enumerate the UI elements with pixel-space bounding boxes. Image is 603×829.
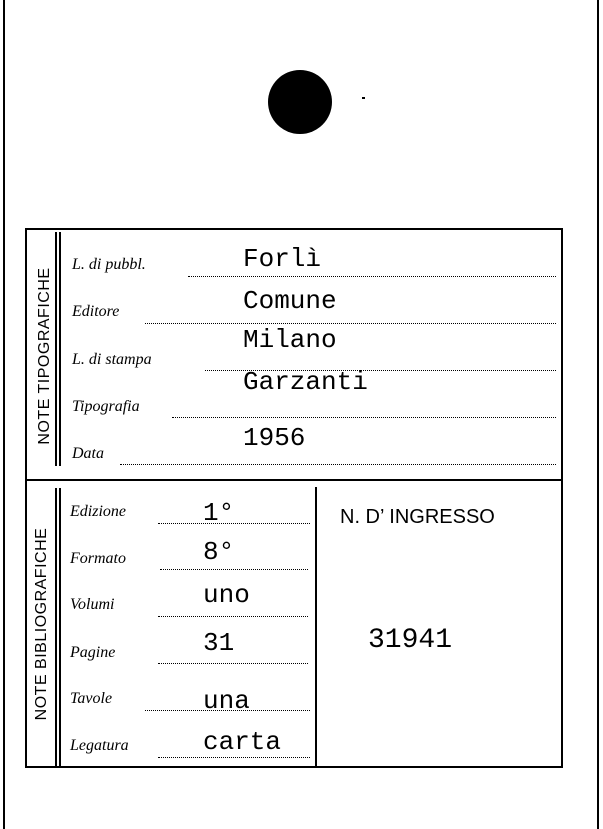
- dotted-line: [188, 276, 556, 277]
- field-label-editore: Editore: [72, 303, 120, 320]
- field-label-legatura: Legatura: [70, 737, 129, 754]
- field-label-tavole: Tavole: [70, 690, 113, 707]
- field-label-tipografia: Tipografia: [72, 398, 140, 415]
- field-value-legatura: carta: [203, 727, 282, 757]
- bibliografiche-divider-a: [55, 488, 57, 766]
- field-label-formato: Formato: [70, 550, 126, 567]
- field-value-data: 1956: [243, 423, 306, 453]
- dotted-line: [158, 663, 308, 664]
- field-label-luogo-stampa: L. di stampa: [72, 351, 152, 368]
- bibliografiche-divider-b: [59, 488, 61, 766]
- tipografiche-divider-b: [59, 232, 61, 466]
- dotted-line: [160, 569, 308, 570]
- section-label-tipografiche: NOTE TIPOGRAFICHE: [36, 267, 53, 445]
- field-label-volumi: Volumi: [70, 596, 115, 613]
- field-label-edizione: Edizione: [70, 503, 126, 520]
- field-value-luogo-pubblicazione: Forlì: [243, 244, 322, 274]
- field-label-luogo-pubblicazione: L. di pubbl.: [72, 256, 146, 273]
- dotted-line: [145, 323, 556, 324]
- field-value-formato: 8°: [203, 537, 235, 567]
- dotted-line: [120, 464, 556, 465]
- section-label-bibliografiche: NOTE BIBLIOGRAFICHE: [33, 527, 50, 721]
- ingresso-number: 31941: [368, 625, 453, 656]
- field-value-tipografia: Garzanti: [243, 367, 368, 397]
- field-value-editore: Comune: [243, 286, 337, 316]
- field-label-data: Data: [72, 445, 104, 462]
- field-value-pagine: 31: [203, 628, 235, 658]
- dotted-line: [172, 417, 556, 418]
- card-right-edge: [597, 0, 599, 829]
- section-separator: [27, 479, 561, 481]
- dotted-line: [158, 616, 308, 617]
- field-value-tavole: una: [203, 686, 250, 716]
- ingresso-divider: [315, 487, 317, 767]
- card-left-edge: [3, 0, 5, 829]
- ingresso-label: N. D’ INGRESSO: [340, 506, 495, 528]
- field-value-luogo-stampa: Milano: [243, 325, 337, 355]
- field-value-edizione: 1°: [203, 498, 235, 528]
- dotted-line: [158, 757, 310, 758]
- punch-hole: [268, 70, 332, 134]
- field-value-volumi: uno: [203, 580, 250, 610]
- field-label-pagine: Pagine: [70, 644, 116, 661]
- speck-mark: [362, 97, 365, 99]
